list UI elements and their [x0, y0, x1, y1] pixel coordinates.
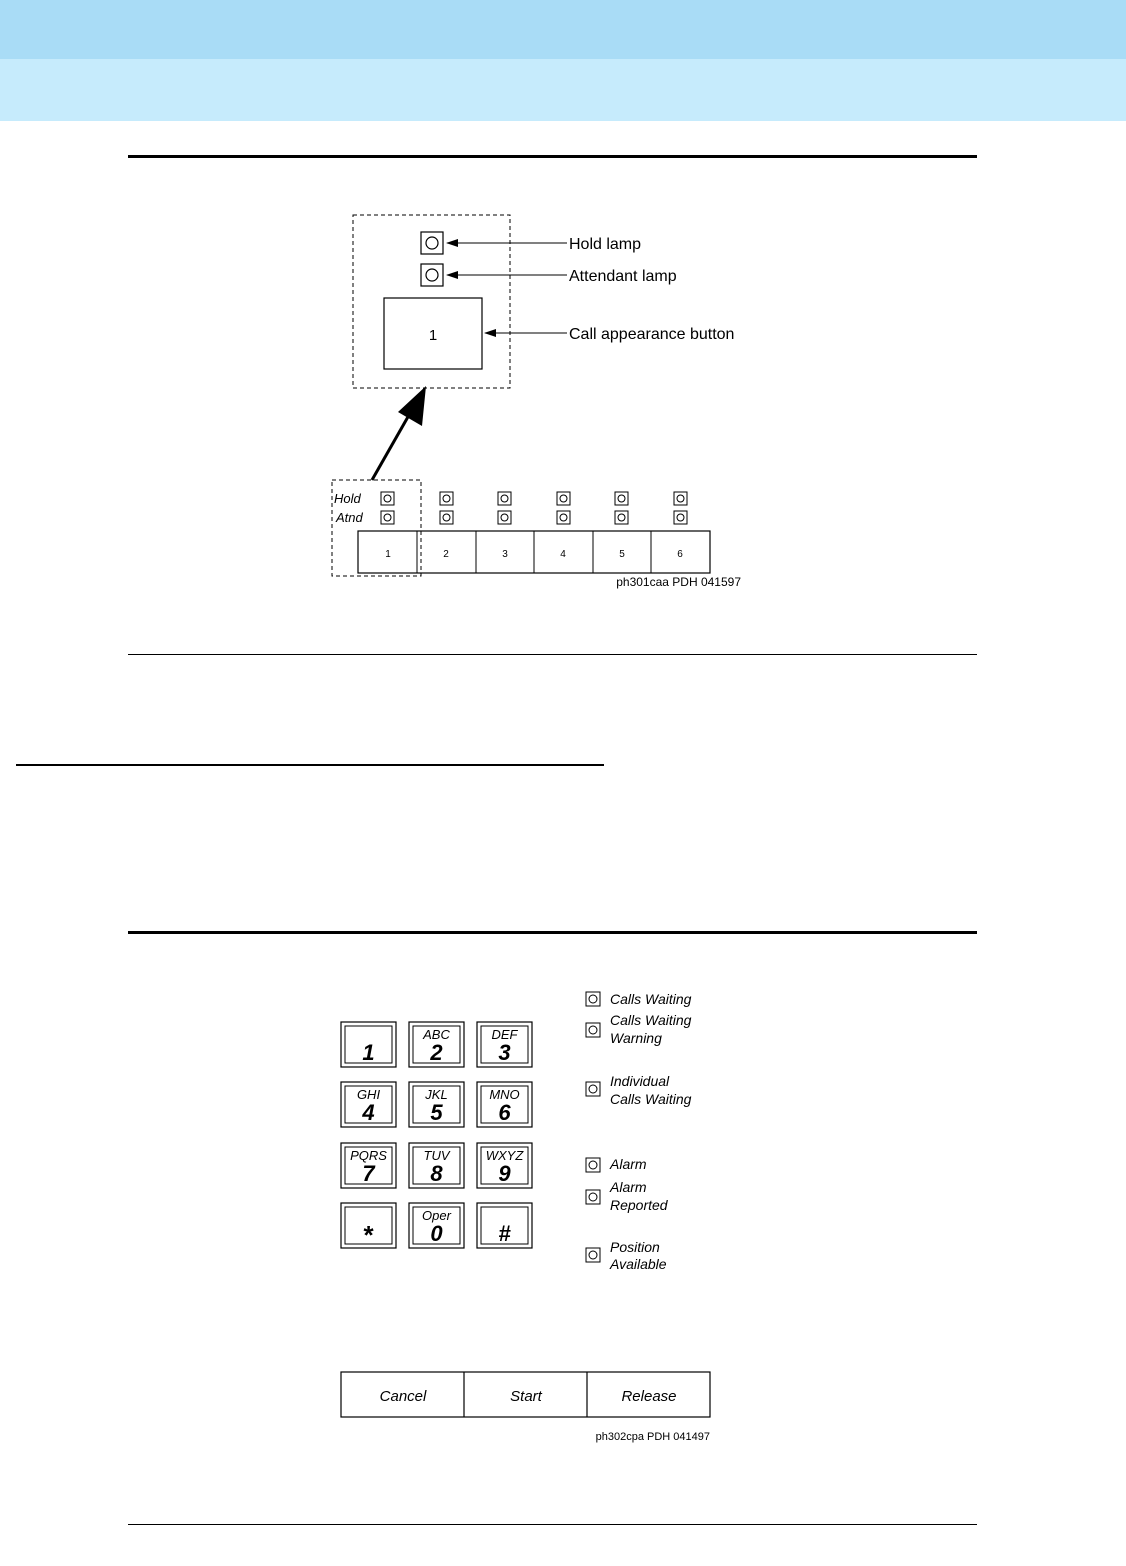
keypad-key-pound: [477, 1203, 532, 1248]
lamp-column-5: [615, 492, 628, 524]
call-button-2-label: 2: [443, 549, 449, 560]
keypad-key-digit: 0: [430, 1221, 443, 1246]
detail-button-number: 1: [428, 327, 438, 344]
keypad-key-digit: 3: [498, 1040, 511, 1065]
keypad-key-letters: GHI: [356, 1087, 381, 1102]
figure1: [332, 215, 741, 589]
keypad-key-4: [341, 1082, 396, 1127]
lamp-column-3: [498, 492, 511, 524]
individual-calls-waiting-label-2: Calls Waiting: [610, 1091, 692, 1107]
keypad-key-digit: *: [363, 1220, 374, 1250]
keypad-key-digit: #: [498, 1221, 511, 1246]
individual-calls-waiting-label-1: Individual: [610, 1073, 670, 1089]
keypad-key-letters: JKL: [425, 1087, 448, 1102]
individual-calls-waiting-lamp: [586, 1082, 600, 1096]
call-button-4-label: 4: [560, 549, 566, 560]
keypad-key-7: [341, 1143, 396, 1188]
keypad-key-letters: ABC: [423, 1027, 450, 1042]
keypad-key-digit: 6: [498, 1100, 511, 1125]
keypad-key-letters: TUV: [423, 1148, 450, 1163]
keypad-key-8: [409, 1143, 464, 1188]
keypad-key-star: [341, 1203, 396, 1250]
alarm-reported-lamp: [586, 1190, 600, 1204]
attendant-lamp: [421, 264, 443, 286]
alarm-reported-label-1: Alarm: [610, 1179, 647, 1195]
row-atnd-label: Atnd: [336, 510, 363, 525]
keypad: [341, 1022, 532, 1250]
lamp-column-1: [381, 492, 394, 524]
keypad-key-digit: 4: [362, 1100, 375, 1125]
keypad-key-letters: PQRS: [350, 1148, 387, 1163]
calls-waiting-lamp: [586, 992, 600, 1006]
call-button-1-label: 1: [385, 549, 391, 560]
callout-call-appearance-button: Call appearance button: [569, 326, 735, 343]
keypad-key-letters: WXYZ: [485, 1148, 524, 1163]
call-button-3-label: 3: [502, 549, 508, 560]
start-key-label: Start: [510, 1388, 542, 1405]
alarm-label: Alarm: [610, 1156, 647, 1172]
keypad-key-2: [409, 1022, 464, 1067]
callout-attendant-lamp: Attendant lamp: [569, 268, 677, 285]
call-button-5-label: 5: [619, 549, 625, 560]
position-available-lamp: [586, 1248, 600, 1262]
keypad-key-3: [477, 1022, 532, 1067]
alarm-lamp: [586, 1158, 600, 1172]
calls-waiting-warning-lamp: [586, 1023, 600, 1037]
call-button-6-label: 6: [677, 549, 683, 560]
keypad-key-digit: 9: [498, 1161, 511, 1186]
keypad-key-1: [341, 1022, 396, 1067]
calls-waiting-warning-label-2: Warning: [610, 1030, 662, 1046]
zoom-arrow: [372, 386, 426, 480]
lamp-column-2: [440, 492, 453, 524]
keypad-key-digit: 1: [362, 1040, 375, 1065]
cancel-key-label: Cancel: [379, 1388, 427, 1405]
keypad-key-letters: DEF: [491, 1027, 518, 1042]
position-available-label-2: Available: [610, 1256, 667, 1272]
release-key-label: Release: [621, 1388, 677, 1405]
figure2-id: ph302cpa PDH 041497: [595, 1431, 710, 1443]
call-appearance-button-row: [358, 531, 710, 573]
keypad-key-9: [477, 1143, 532, 1188]
row-hold-label: Hold: [334, 491, 361, 506]
figure1-id: ph301caa PDH 041597: [616, 575, 741, 589]
keypad-key-5: [409, 1082, 464, 1127]
keypad-key-letters: MNO: [489, 1087, 520, 1102]
hold-lamp: [421, 232, 443, 254]
lamp-column-4: [557, 492, 570, 524]
keypad-key-digit: 5: [430, 1100, 443, 1125]
calls-waiting-label: Calls Waiting: [610, 991, 692, 1007]
keypad-key-digit: 8: [430, 1161, 443, 1186]
callout-hold-lamp: Hold lamp: [569, 236, 642, 253]
figure2: [341, 991, 710, 1443]
keypad-key-digit: 2: [430, 1040, 443, 1065]
position-available-label-1: Position: [610, 1239, 660, 1255]
calls-waiting-warning-label-1: Calls Waiting: [610, 1012, 692, 1028]
keypad-key-letters: Oper: [422, 1208, 451, 1223]
alarm-reported-label-2: Reported: [610, 1197, 668, 1213]
keypad-key-0: [409, 1203, 464, 1248]
lamp-column-6: [674, 492, 687, 524]
keypad-key-digit: 7: [362, 1161, 375, 1186]
keypad-key-6: [477, 1082, 532, 1127]
